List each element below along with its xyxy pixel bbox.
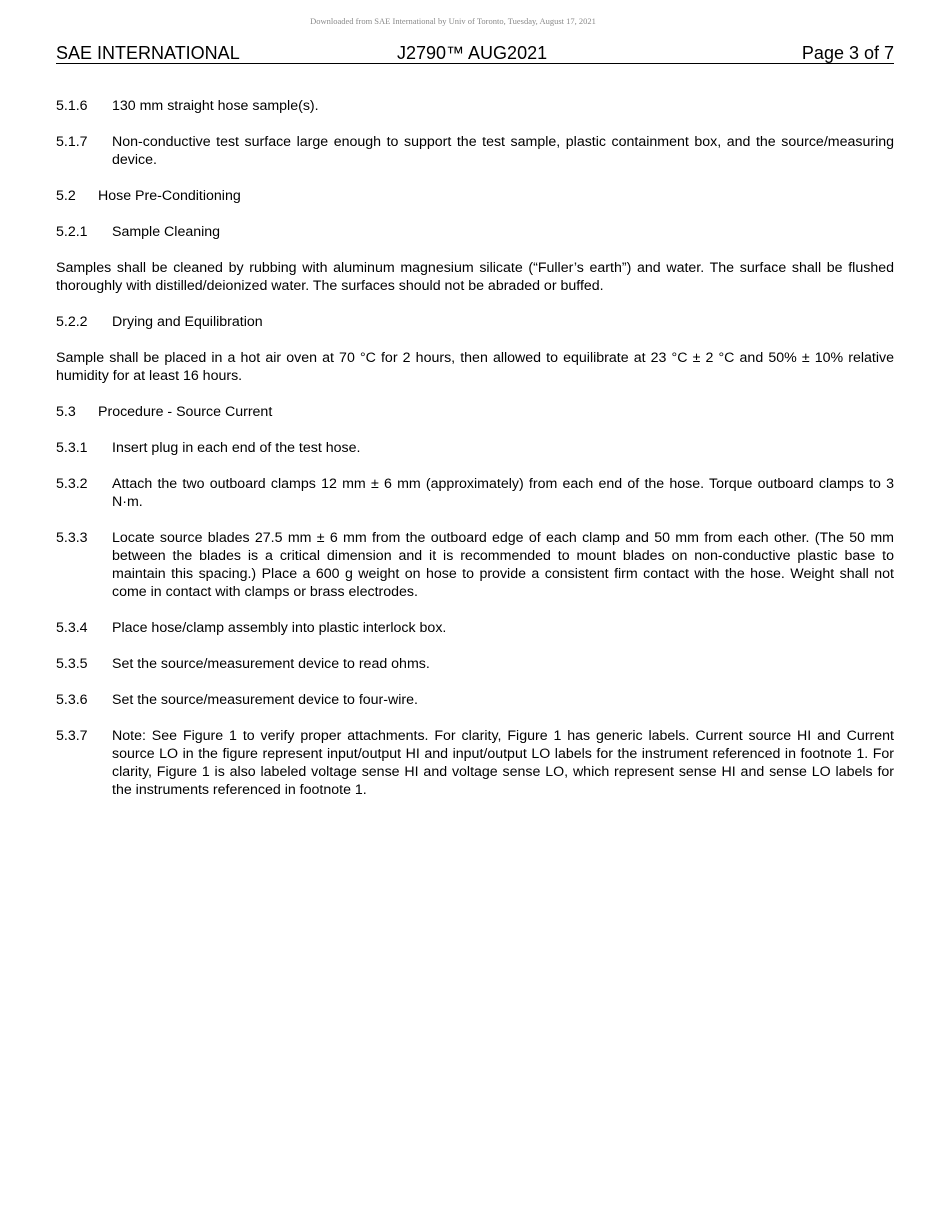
section-number: 5.3.3 <box>56 530 88 546</box>
section-5-3-6 <box>56 691 894 709</box>
section-number: 5.2 <box>56 188 76 204</box>
section-number: 5.3.4 <box>56 620 88 636</box>
section-5-3-2 <box>56 475 894 511</box>
section-text: Locate source blades 27.5 mm ± 6 mm from the outboard edge of each clamp and 50 mm from each other. (The 50 mm between the blades is a critical dimension and it is recommended to mount blades on non-conductive plastic base to maintain this spacing.) Place a 600 g weight on hose to provide a consistent firm contact with the hose. Weight shall not come in contact with clamps or brass electrodes. <box>112 530 894 600</box>
section-number: 5.1.6 <box>56 98 88 114</box>
section-text: Insert plug in each end of the test hose. <box>112 440 361 456</box>
section-text: Attach the two outboard clamps 12 mm ± 6 mm (approximately) from each end of the hose. Torque outboard clamps to 3 N·m. <box>112 476 894 510</box>
section-number: 5.1.7 <box>56 134 88 150</box>
header-document-code: J2790™ AUG2021 <box>397 43 548 63</box>
section-number: 5.3.6 <box>56 692 88 708</box>
section-text: Set the source/measurement device to read ohms. <box>112 656 430 672</box>
section-5-2 <box>56 187 894 205</box>
section-5-3-5 <box>56 655 894 673</box>
section-5-3-4 <box>56 619 894 637</box>
section-number: 5.2.2 <box>56 314 88 330</box>
section-number: 5.3.1 <box>56 440 88 456</box>
section-number: 5.3 <box>56 404 76 420</box>
header-page-number: Page 3 of 7 <box>801 43 894 63</box>
page-header <box>56 43 894 64</box>
header-organization: SAE INTERNATIONAL <box>56 43 240 63</box>
document-body <box>56 97 894 817</box>
section-text: Set the source/measurement device to four-wire. <box>112 692 418 708</box>
section-heading: Drying and Equilibration <box>112 314 263 330</box>
section-5-2-1 <box>56 223 894 241</box>
section-number: 5.2.1 <box>56 224 88 240</box>
section-5-2-2 <box>56 313 894 331</box>
section-5-1-7 <box>56 133 894 169</box>
section-heading: Sample Cleaning <box>112 224 221 240</box>
section-heading: Hose Pre-Conditioning <box>98 188 241 204</box>
section-5-3-7 <box>56 727 894 799</box>
section-text: 130 mm straight hose sample(s). <box>112 98 319 114</box>
section-5-3-3 <box>56 529 894 601</box>
section-heading: Procedure - Source Current <box>98 404 273 420</box>
sample-cleaning-paragraph: Samples shall be cleaned by rubbing with aluminum magnesium silicate (“Fuller’s earth”) and water. The surface shall be flushed thoroughly with distilled/deionized water. The surfaces should not be abraded or buffed. <box>56 260 894 294</box>
section-number: 5.3.7 <box>56 728 88 744</box>
section-text: Non-conductive test surface large enough to support the test sample, plastic containment box, and the source/measuring device. <box>112 134 894 168</box>
section-5-3 <box>56 403 894 421</box>
section-5-1-6 <box>56 97 894 115</box>
section-number: 5.3.2 <box>56 476 88 492</box>
section-5-3-1 <box>56 439 894 457</box>
section-number: 5.3.5 <box>56 656 88 672</box>
drying-paragraph: Sample shall be placed in a hot air oven at 70 °C for 2 hours, then allowed to equilibrate at 23 °C ± 2 °C and 50% ± 10% relative humidity for at least 16 hours. <box>56 350 894 384</box>
section-text: Place hose/clamp assembly into plastic interlock box. <box>112 620 447 636</box>
download-watermark: Downloaded from SAE International by Univ of Toronto, Tuesday, August 17, 2021 <box>310 16 596 26</box>
section-text: Note: See Figure 1 to verify proper attachments. For clarity, Figure 1 has generic labels. Current source HI and Current source LO in the figure represent input/output HI and input/output LO labels for the instrument referenced in footnote 1. For clarity, Figure 1 is also labeled voltage sense HI and voltage sense LO, which represent sense HI and sense LO labels for the instruments referenced in footnote 1. <box>112 728 894 798</box>
